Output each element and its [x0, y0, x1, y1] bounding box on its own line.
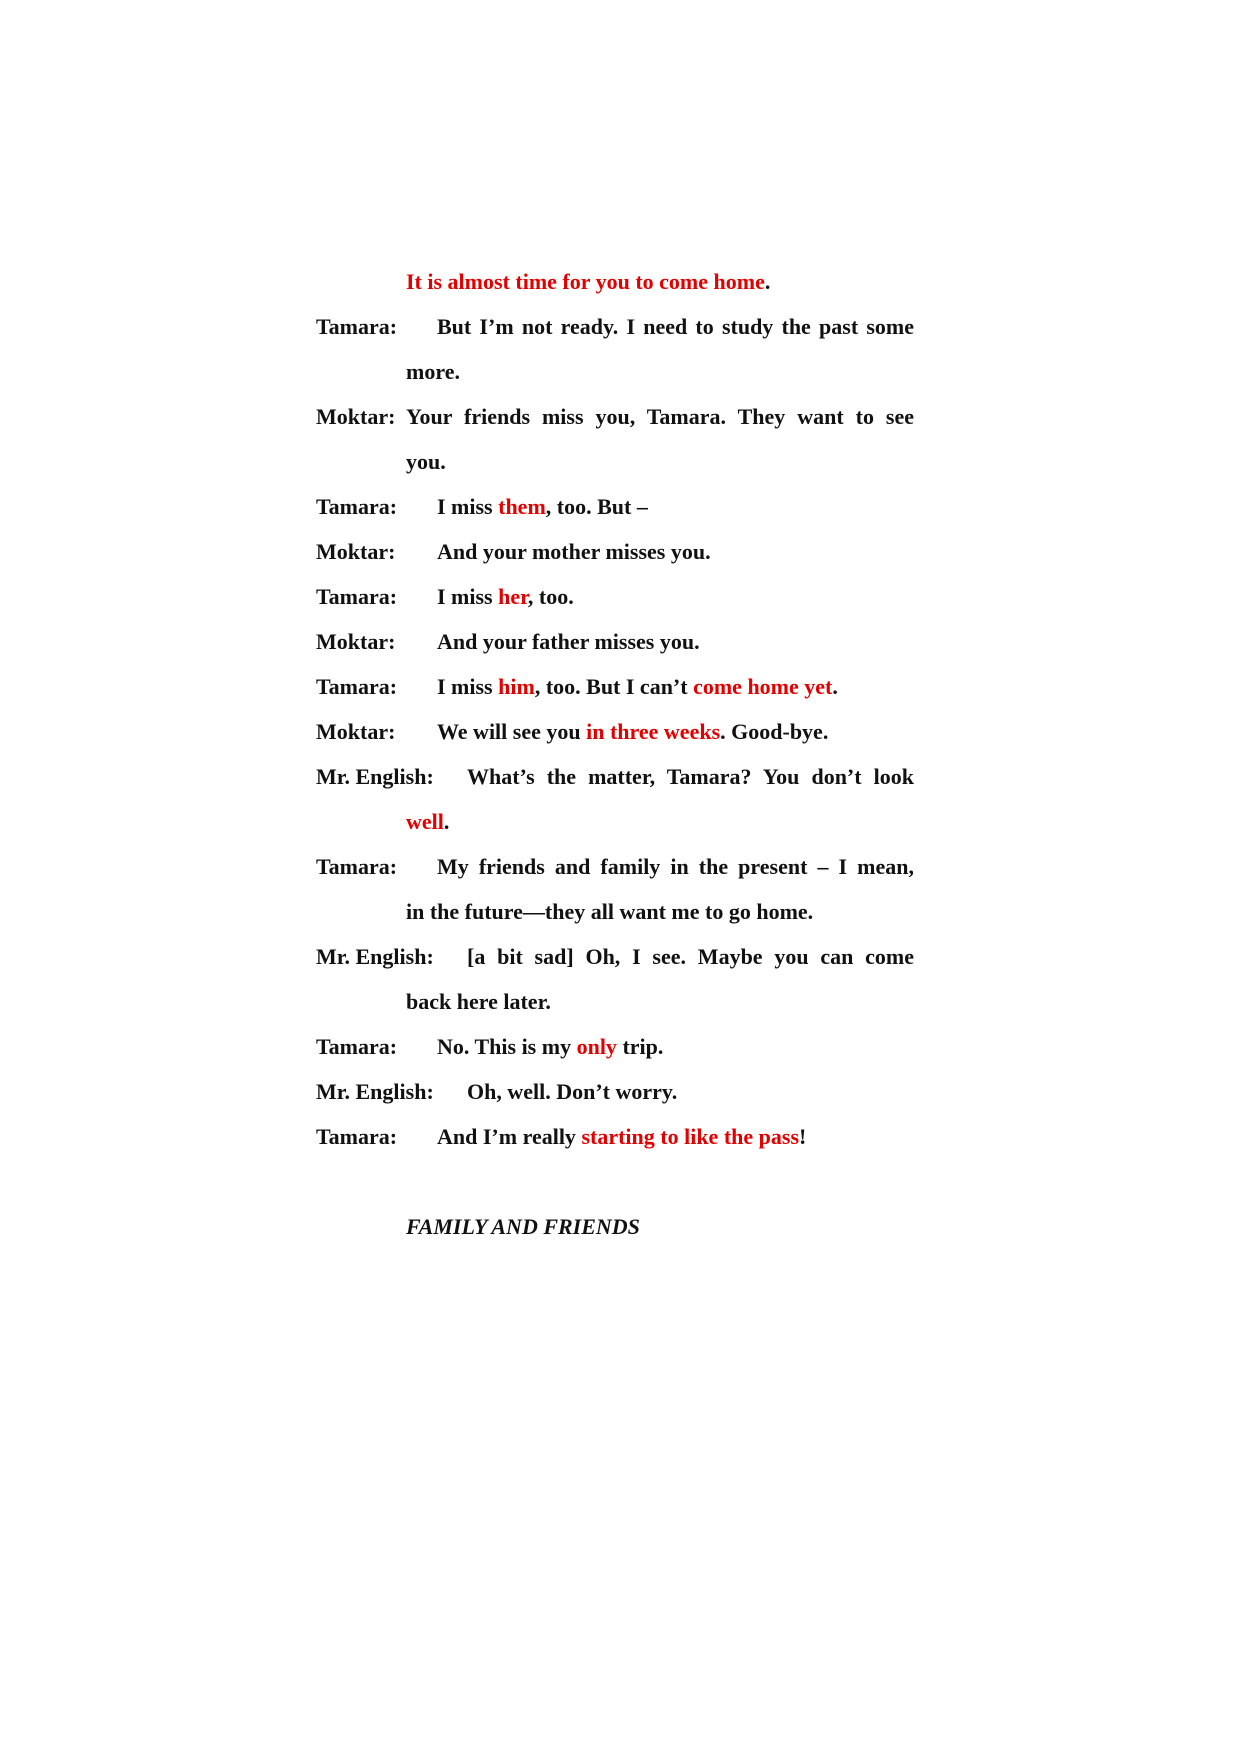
speaker-label: Moktar: [316, 539, 396, 564]
line-text: . [764, 269, 771, 294]
dialogue-line-5: you. [406, 449, 446, 474]
dialogue-line-8 [437, 582, 574, 612]
speaker-label: Tamara: [316, 854, 398, 879]
dialogue-line-11 [437, 717, 828, 747]
dialogue-line-2: But I’m not ready. I need to study the past some [437, 314, 914, 339]
speaker-label: Moktar: [316, 404, 396, 429]
section-title: FAMILY AND FRIENDS [406, 1214, 640, 1239]
dialogue-line-6 [437, 492, 648, 522]
line-text: trip. [616, 1034, 664, 1059]
speaker-label: Moktar: [316, 629, 396, 654]
dialogue-line-9: And your father misses you. [437, 629, 700, 654]
speaker-label: Tamara: [316, 494, 398, 519]
line-text: We will see you [437, 719, 587, 744]
dialogue-line-14: My friends and family in the present – I mean, [437, 854, 914, 879]
line-text: , too. But – [545, 494, 648, 519]
highlighted-word: them [498, 494, 546, 519]
line-text: , too. [527, 584, 574, 609]
speaker-label: Mr. English: [316, 944, 434, 969]
line-text: No. This is my [437, 1034, 577, 1059]
speaker-label: Mr. English: [316, 764, 434, 789]
line-text: I miss [437, 674, 499, 699]
line-text: I miss [437, 584, 499, 609]
dialogue-line-12: What’s the matter, Tamara? You don’t look [467, 764, 914, 789]
line-text: And I’m really [437, 1124, 582, 1149]
dialogue-line-17: back here later. [406, 989, 551, 1014]
dialogue-line-4: Your friends miss you, Tamara. They want to see [406, 404, 914, 429]
line-text: . Good-bye. [720, 719, 829, 744]
speaker-label: Mr. English: [316, 1079, 434, 1104]
dialogue-line-1 [406, 267, 770, 297]
line-text: . [443, 809, 450, 834]
line-text: I miss [437, 494, 499, 519]
highlighted-word: him [498, 674, 535, 699]
dialogue-line-20 [437, 1122, 806, 1152]
dialogue-line-16: [a bit sad] Oh, I see. Maybe you can come [467, 944, 914, 969]
dialogue-line-15: in the future—they all want me to go home. [406, 899, 814, 924]
line-text: ! [799, 1124, 807, 1149]
highlighted-phrase: starting to like the pass [581, 1124, 799, 1149]
highlighted-word: her [498, 584, 528, 609]
dialogue-line-10 [437, 672, 838, 702]
dialogue-line-18 [437, 1032, 663, 1062]
speaker-label: Tamara: [316, 314, 398, 339]
speaker-label: Tamara: [316, 584, 398, 609]
highlighted-phrase: in three weeks [586, 719, 721, 744]
speaker-label: Tamara: [316, 1124, 398, 1149]
dialogue-line-3: more. [406, 359, 460, 384]
dialogue-line-7: And your mother misses you. [437, 539, 711, 564]
speaker-label: Tamara: [316, 1034, 398, 1059]
speaker-label: Moktar: [316, 719, 396, 744]
highlighted-phrase: come home yet [693, 674, 833, 699]
line-text: , too. But I can’t [534, 674, 694, 699]
highlighted-word: well [406, 809, 444, 834]
speaker-label: Tamara: [316, 674, 398, 699]
dialogue-line-13 [406, 807, 449, 837]
dialogue-line-19: Oh, well. Don’t worry. [467, 1079, 678, 1104]
line-text: . [832, 674, 838, 699]
highlighted-phrase: It is almost time for you to come home [406, 269, 765, 294]
highlighted-word: only [576, 1034, 617, 1059]
